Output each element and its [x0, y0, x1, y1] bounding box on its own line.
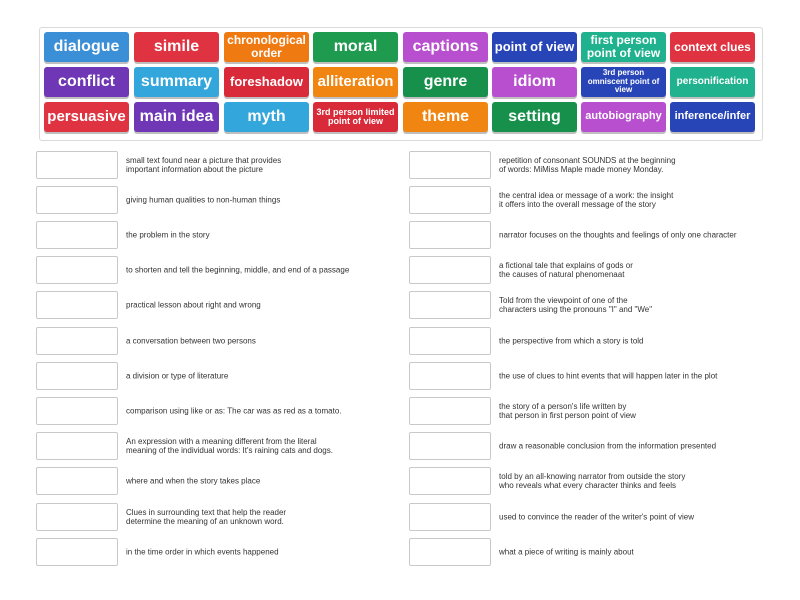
- tile-3rd-person-omniscent-point-of-view[interactable]: 3rd person omniscent point of view: [581, 67, 666, 97]
- tile-theme[interactable]: theme: [403, 102, 488, 132]
- clue-text: the central idea or message of a work: the insight it offers into the overall message of the story: [499, 190, 674, 209]
- clue-text: in the time order in which events happened: [126, 546, 279, 556]
- clue-text: An expression with a meaning different from the literal meaning of the individual words: It's raining cats and dogs.: [126, 436, 333, 455]
- answer-drop-box[interactable]: [409, 186, 491, 214]
- clue-text: a conversation between two persons: [126, 335, 256, 345]
- clue-text: narrator focuses on the thoughts and feelings of only one character: [499, 229, 737, 239]
- clue-text: told by an all-knowing narrator from outside the story who reveals what every character thinks and feels: [499, 471, 686, 490]
- tile-persuasive[interactable]: persuasive: [44, 102, 129, 132]
- tile-personification[interactable]: personification: [670, 67, 755, 97]
- tile-context-clues[interactable]: context clues: [670, 32, 755, 62]
- clue-text: Told from the viewpoint of one of the characters using the pronouns "I" and "We": [499, 295, 653, 314]
- answer-drop-box[interactable]: [409, 151, 491, 179]
- tile-point-of-view[interactable]: point of view: [492, 32, 577, 62]
- tile-chronological-order[interactable]: chronological order: [224, 32, 309, 62]
- answer-drop-box[interactable]: [36, 467, 118, 495]
- answer-drop-box[interactable]: [409, 503, 491, 531]
- answer-drop-box[interactable]: [36, 538, 118, 566]
- answer-drop-box[interactable]: [36, 151, 118, 179]
- clue-text: where and when the story takes place: [126, 475, 261, 485]
- tile-alliteration[interactable]: alliteration: [313, 67, 398, 97]
- answer-drop-box[interactable]: [409, 291, 491, 319]
- answer-drop-box[interactable]: [36, 327, 118, 355]
- answer-drop-box[interactable]: [36, 362, 118, 390]
- clue-text: small text found near a picture that provides important information about the picture: [126, 155, 282, 174]
- clue-text: the use of clues to hint events that will happen later in the plot: [499, 370, 718, 380]
- tile-setting[interactable]: setting: [492, 102, 577, 132]
- clue-text: to shorten and tell the beginning, middle, and end of a passage: [126, 264, 350, 274]
- answer-drop-box[interactable]: [36, 397, 118, 425]
- clue-text: a fictional tale that explains of gods or the causes of natural phenomenaat: [499, 260, 633, 279]
- clue-text: the perspective from which a story is told: [499, 335, 644, 345]
- clue-text: practical lesson about right and wrong: [126, 299, 261, 309]
- answer-drop-box[interactable]: [409, 538, 491, 566]
- clue-text: the story of a person's life written by that person in first person point of view: [499, 401, 636, 420]
- answer-drop-box[interactable]: [409, 327, 491, 355]
- tile-foreshadow[interactable]: foreshadow: [224, 67, 309, 97]
- clue-text: a division or type of literature: [126, 370, 229, 380]
- clue-text: what a piece of writing is mainly about: [499, 546, 634, 556]
- answer-drop-box[interactable]: [409, 256, 491, 284]
- answer-drop-box[interactable]: [409, 221, 491, 249]
- answer-tile-bank: [39, 27, 763, 141]
- answer-drop-box[interactable]: [36, 221, 118, 249]
- clue-text: giving human qualities to non-human things: [126, 194, 281, 204]
- answer-drop-box[interactable]: [36, 186, 118, 214]
- answer-drop-box[interactable]: [409, 397, 491, 425]
- clue-text: Clues in surrounding text that help the reader determine the meaning of an unknown word.: [126, 507, 287, 526]
- tile-conflict[interactable]: conflict: [44, 67, 129, 97]
- tile-dialogue[interactable]: dialogue: [44, 32, 129, 62]
- tile-captions[interactable]: captions: [403, 32, 488, 62]
- tile-idiom[interactable]: idiom: [492, 67, 577, 97]
- tile-3rd-person-limited-point-of-view[interactable]: 3rd person limited point of view: [313, 102, 398, 132]
- tile-genre[interactable]: genre: [403, 67, 488, 97]
- tile-moral[interactable]: moral: [313, 32, 398, 62]
- tile-inference-infer[interactable]: inference/infer: [670, 102, 755, 132]
- clue-text: repetition of consonant SOUNDS at the beginning of words: MiMiss Maple made money Monday.: [499, 155, 676, 174]
- answer-drop-box[interactable]: [36, 291, 118, 319]
- answer-drop-box[interactable]: [36, 503, 118, 531]
- answer-drop-box[interactable]: [409, 362, 491, 390]
- clue-text: used to convince the reader of the writer's point of view: [499, 511, 694, 521]
- tile-first-person-point-of-view[interactable]: first person point of view: [581, 32, 666, 62]
- clue-text: the problem in the story: [126, 229, 210, 239]
- answer-drop-box[interactable]: [36, 432, 118, 460]
- answer-drop-box[interactable]: [36, 256, 118, 284]
- tile-summary[interactable]: summary: [134, 67, 219, 97]
- answer-drop-box[interactable]: [409, 467, 491, 495]
- clue-text: draw a reasonable conclusion from the information presented: [499, 440, 717, 450]
- tile-main-idea[interactable]: main idea: [134, 102, 219, 132]
- clue-text: comparison using like or as: The car was as red as a tomato.: [126, 405, 342, 415]
- tile-autobiography[interactable]: autobiography: [581, 102, 666, 132]
- answer-drop-box[interactable]: [409, 432, 491, 460]
- tile-simile[interactable]: simile: [134, 32, 219, 62]
- tile-myth[interactable]: myth: [224, 102, 309, 132]
